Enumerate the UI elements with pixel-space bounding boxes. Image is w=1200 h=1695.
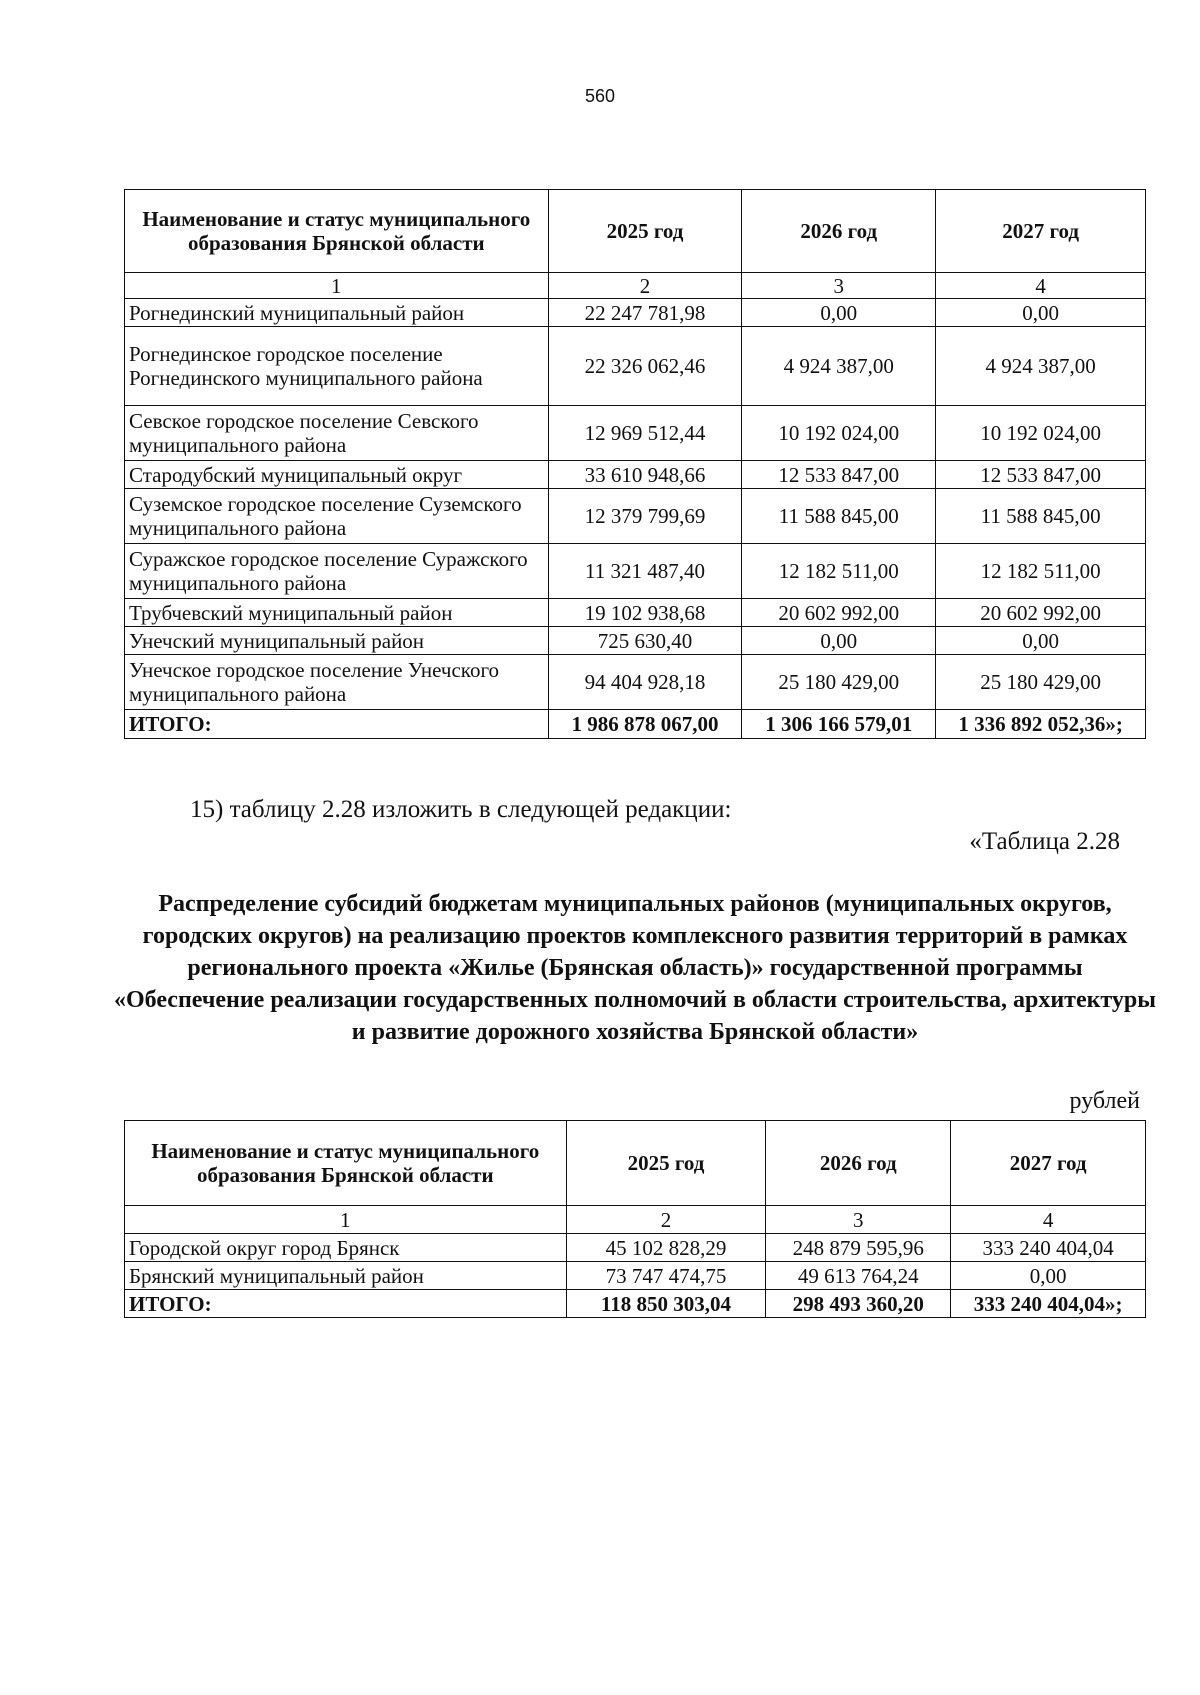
municipality-name: Стародубский муниципальный округ (125, 461, 549, 489)
column-number: 4 (936, 273, 1146, 299)
total-label: ИТОГО: (125, 710, 549, 739)
municipality-name: Рогнединский муниципальный район (125, 299, 549, 327)
header-2027: 2027 год (951, 1121, 1146, 1206)
value-2027: 10 192 024,00 (936, 406, 1146, 461)
total-2027: 1 336 892 052,36»; (936, 710, 1146, 739)
table-title: Распределение субсидий бюджетам муниципальных районов (муниципальных округов, городских округов) на реализацию проектов комплексного развития территорий в рамках регионального проекта «Жилье (Брянская область)» государственной программы «Обеспечение реализации государственных полномочий в области строительства, архитектуры и развитие дорожного хозяйства Брянской области» (114, 891, 1156, 1045)
value-2026: 12 533 847,00 (742, 461, 936, 489)
value-2027: 0,00 (951, 1262, 1146, 1290)
header-municipality: Наименование и статус муниципального образования Брянской области (125, 1121, 567, 1206)
column-number: 1 (125, 273, 549, 299)
value-2025: 22 326 062,46 (548, 327, 742, 406)
value-2025: 19 102 938,68 (548, 599, 742, 627)
municipality-name: Суземское городское поселение Суземского муниципального района (125, 489, 549, 544)
municipality-name: Унечский муниципальный район (125, 627, 549, 655)
total-2027: 333 240 404,04»; (951, 1290, 1146, 1318)
column-number: 1 (125, 1206, 567, 1234)
total-2025: 118 850 303,04 (566, 1290, 766, 1318)
municipality-name: Рогнединское городское поселение Рогнединского муниципального района (125, 327, 549, 406)
table-row (125, 327, 1146, 406)
value-2026: 0,00 (742, 627, 936, 655)
value-2026: 12 182 511,00 (742, 544, 936, 599)
municipality-name: Трубчевский муниципальный район (125, 599, 549, 627)
municipality-name: Севское городское поселение Севского муниципального района (125, 406, 549, 461)
column-number: 4 (951, 1206, 1146, 1234)
value-2026: 4 924 387,00 (742, 327, 936, 406)
municipality-name: Городской округ город Брянск (125, 1234, 567, 1262)
value-2025: 22 247 781,98 (548, 299, 742, 327)
value-2026: 20 602 992,00 (742, 599, 936, 627)
municipality-name: Суражское городское поселение Суражского муниципального района (125, 544, 549, 599)
value-2025: 11 321 487,40 (548, 544, 742, 599)
table-row (125, 1234, 1146, 1262)
unit-label: рублей (1069, 1088, 1140, 1114)
total-2025: 1 986 878 067,00 (548, 710, 742, 739)
value-2025: 33 610 948,66 (548, 461, 742, 489)
column-number: 2 (548, 273, 742, 299)
value-2027: 11 588 845,00 (936, 489, 1146, 544)
header-2026: 2026 год (766, 1121, 951, 1206)
total-2026: 298 493 360,20 (766, 1290, 951, 1318)
column-number: 2 (566, 1206, 766, 1234)
table-row (125, 1262, 1146, 1290)
value-2027: 0,00 (936, 627, 1146, 655)
table-row (125, 406, 1146, 461)
value-2025: 725 630,40 (548, 627, 742, 655)
value-2026: 0,00 (742, 299, 936, 327)
header-2026: 2026 год (742, 190, 936, 273)
value-2025: 12 969 512,44 (548, 406, 742, 461)
value-2026: 10 192 024,00 (742, 406, 936, 461)
value-2025: 73 747 474,75 (566, 1262, 766, 1290)
subsidy-table-continued (124, 189, 1146, 739)
value-2027: 12 182 511,00 (936, 544, 1146, 599)
column-number: 3 (742, 273, 936, 299)
municipality-name: Унечское городское поселение Унечского муниципального района (125, 655, 549, 710)
value-2025: 94 404 928,18 (548, 655, 742, 710)
municipality-name: Брянский муниципальный район (125, 1262, 567, 1290)
value-2026: 248 879 595,96 (766, 1234, 951, 1262)
value-2027: 25 180 429,00 (936, 655, 1146, 710)
value-2026: 25 180 429,00 (742, 655, 936, 710)
value-2026: 11 588 845,00 (742, 489, 936, 544)
header-municipality: Наименование и статус муниципального образования Брянской области (125, 190, 549, 273)
value-2026: 49 613 764,24 (766, 1262, 951, 1290)
amendment-instruction: 15) таблицу 2.28 изложить в следующей редакции: (190, 796, 732, 823)
table-row (125, 299, 1146, 327)
header-2025: 2025 год (566, 1121, 766, 1206)
subsidy-table-2-28 (124, 1120, 1146, 1318)
table-row (125, 544, 1146, 599)
total-label: ИТОГО: (125, 1290, 567, 1318)
value-2027: 20 602 992,00 (936, 599, 1146, 627)
total-row (125, 710, 1146, 739)
total-2026: 1 306 166 579,01 (742, 710, 936, 739)
header-2025: 2025 год (548, 190, 742, 273)
column-number: 3 (766, 1206, 951, 1234)
value-2027: 12 533 847,00 (936, 461, 1146, 489)
table-caption: «Таблица 2.28 (969, 828, 1120, 855)
header-2027: 2027 год (936, 190, 1146, 273)
page-number: 560 (584, 86, 616, 106)
table-row (125, 461, 1146, 489)
value-2025: 12 379 799,69 (548, 489, 742, 544)
value-2027: 333 240 404,04 (951, 1234, 1146, 1262)
value-2027: 4 924 387,00 (936, 327, 1146, 406)
table-row (125, 655, 1146, 710)
value-2025: 45 102 828,29 (566, 1234, 766, 1262)
total-row (125, 1290, 1146, 1318)
value-2027: 0,00 (936, 299, 1146, 327)
table-row (125, 489, 1146, 544)
table-row (125, 599, 1146, 627)
table-row (125, 627, 1146, 655)
